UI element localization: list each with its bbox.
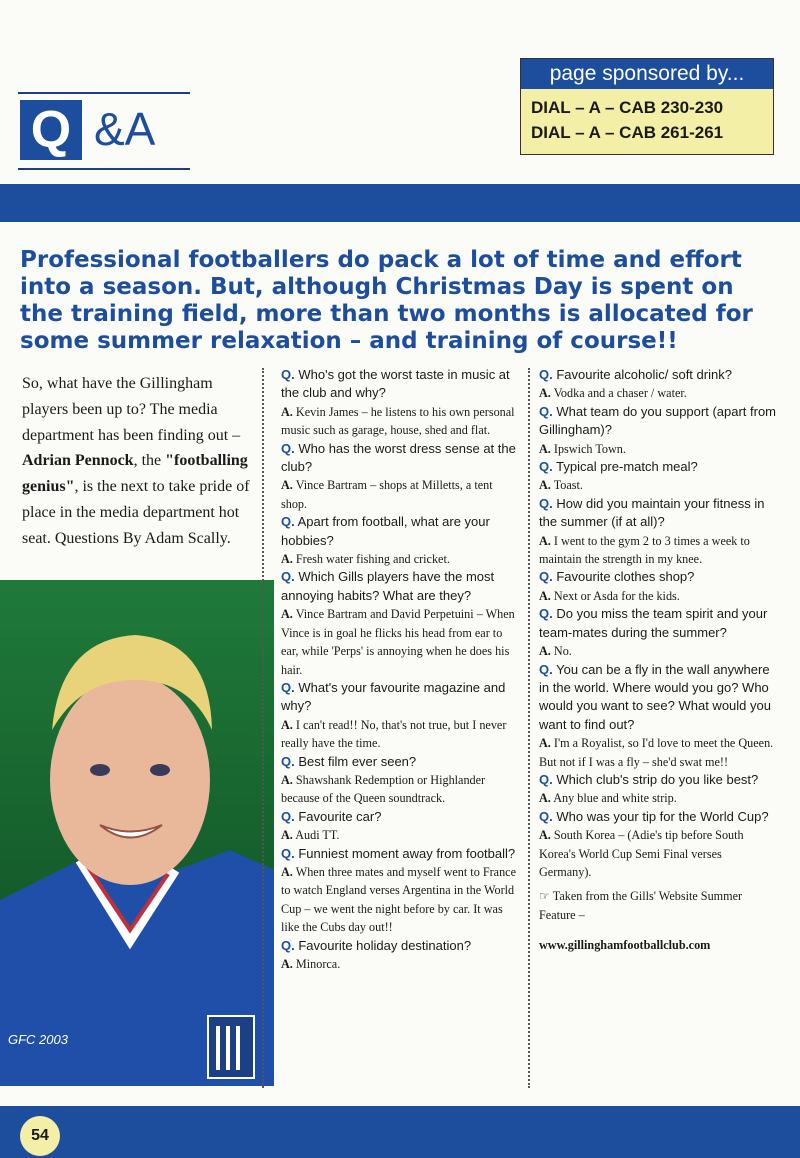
- question-label: Q.: [281, 937, 295, 953]
- question-text: Who's got the worst taste in music at the club and why?: [281, 367, 510, 401]
- question-text: Who has the worst dress sense at the club?: [281, 440, 516, 475]
- question: [539, 605, 777, 642]
- question: [281, 366, 517, 403]
- answer: [281, 716, 517, 753]
- answer: [539, 587, 777, 605]
- source-note: [539, 887, 777, 924]
- question: [281, 513, 517, 550]
- question: [281, 937, 517, 955]
- answer-text: South Korea – (Adie's tip before South Korea's World Cup Semi Final verses Germany).: [539, 828, 744, 879]
- qa-logo-q: Q: [20, 100, 82, 160]
- column-divider: [528, 368, 530, 1088]
- answer: [539, 734, 777, 771]
- answer: [281, 826, 517, 844]
- question: [539, 568, 777, 586]
- question-label: Q.: [539, 771, 553, 787]
- answer-text: Toast.: [553, 478, 583, 493]
- answer: [281, 476, 517, 513]
- qa-column-1: [281, 366, 517, 973]
- question-label: Q.: [539, 808, 553, 824]
- question-text: Funniest moment away from football?: [298, 845, 516, 861]
- question-text: You can be a fly in the wall anywhere in the world. Where would you go? Who would you want to see? What would you want to find out?: [539, 661, 771, 732]
- question-text: Favourite alcoholic/ soft drink?: [556, 367, 732, 382]
- answer: [539, 789, 777, 807]
- question: [281, 845, 517, 863]
- intro-text: , is the next to take pride of place in the media department hot seat. Questions By Adam Scally.: [22, 478, 250, 547]
- intro-paragraph: [22, 371, 258, 552]
- question-text: Best film ever seen?: [298, 753, 417, 769]
- source-note-text: Taken from the Gills' Website Summer Feature –: [539, 889, 743, 922]
- answer-text: Minorca.: [295, 957, 341, 971]
- question-label: Q.: [281, 753, 295, 769]
- answer-text: Vodka and a chaser / water.: [553, 386, 687, 401]
- question-label: Q.: [281, 367, 295, 382]
- question-label: Q.: [539, 459, 553, 475]
- question-label: Q.: [281, 514, 295, 530]
- answer-label: A.: [539, 588, 551, 603]
- question-label: Q.: [281, 679, 295, 695]
- photo-caption: GFC 2003: [8, 1032, 68, 1047]
- question-text: What's your favourite magazine and why?: [281, 679, 506, 714]
- answer: [539, 826, 777, 881]
- answer-text: I went to the gym 2 to 3 times a week to maintain the strength in my knee.: [539, 533, 750, 567]
- answer-label: A.: [539, 828, 551, 843]
- question-label: Q.: [539, 606, 553, 622]
- question: [281, 679, 517, 716]
- question-label: Q.: [281, 845, 295, 861]
- question-text: Which club's strip do you like best?: [556, 771, 759, 787]
- answer-label: A.: [281, 552, 293, 567]
- answer-label: A.: [539, 736, 551, 751]
- sponsor-line: DIAL – A – CAB 230-230: [531, 98, 724, 117]
- answer-label: A.: [281, 864, 293, 879]
- sponsor-box: [520, 58, 774, 155]
- answer: [281, 550, 517, 568]
- question: [539, 458, 777, 476]
- answer: [281, 403, 517, 440]
- sponsor-line: DIAL – A – CAB 261-261: [531, 123, 724, 142]
- answer-label: A.: [539, 791, 551, 806]
- answer-text: I can't read!! No, that's not true, but I never really have the time.: [281, 717, 507, 751]
- player-photo: [0, 580, 274, 1086]
- question: [539, 366, 777, 384]
- answer-label: A.: [281, 957, 293, 971]
- answer: [281, 771, 517, 808]
- answer: [281, 863, 517, 937]
- question-text: What team do you support (apart from Gillingham)?: [539, 403, 777, 438]
- question-label: Q.: [539, 367, 553, 382]
- question: [281, 568, 517, 605]
- question-text: Favourite car?: [298, 808, 382, 824]
- page-number: 54: [20, 1116, 60, 1156]
- column-divider: [262, 368, 264, 1088]
- question-text: Apart from football, what are your hobbies?: [281, 514, 490, 548]
- answer-label: A.: [539, 441, 551, 456]
- question-text: Favourite clothes shop?: [556, 569, 695, 585]
- answer: [539, 384, 777, 402]
- top-blue-band: [0, 184, 800, 222]
- question-label: Q.: [539, 495, 553, 511]
- question-text: Typical pre-match meal?: [556, 459, 698, 475]
- question-label: Q.: [539, 403, 553, 419]
- answer-label: A.: [539, 386, 551, 401]
- answer-label: A.: [281, 828, 293, 843]
- answer: [539, 642, 777, 660]
- question-label: Q.: [539, 661, 553, 677]
- answer-label: A.: [281, 478, 293, 493]
- answer-text: Vince Bartram and David Perpetuini – When Vince is in goal he flicks his head from ear to ear, while 'Perps' is annoying when he does his hair.: [281, 607, 515, 677]
- question: [539, 808, 777, 826]
- player-portrait-image: [0, 580, 274, 1086]
- answer-text: Vince Bartram – shops at Milletts, a tent shop.: [281, 478, 493, 511]
- answer-text: Shawshank Redemption or Highlander because of the Queen soundtrack.: [281, 772, 486, 806]
- answer-label: A.: [539, 533, 551, 548]
- answer-text: When three mates and myself went to France to watch England verses Argentina in the World Cup – we went the night before by car. It was like the Cubs day out!!: [281, 864, 516, 935]
- answer-text: Audi TT.: [295, 828, 340, 843]
- intro-text: So, what have the Gillingham players been up to? The media department has been finding out –: [22, 375, 241, 444]
- question-label: Q.: [281, 440, 295, 456]
- answer-label: A.: [281, 772, 293, 787]
- question: [281, 808, 517, 826]
- answer: [539, 440, 777, 458]
- answer-label: A.: [539, 644, 551, 659]
- question-label: Q.: [539, 569, 553, 585]
- question-label: Q.: [281, 569, 295, 585]
- answer-text: Any blue and white strip.: [553, 791, 677, 806]
- question-text: Which Gills players have the most annoying habits? What are they?: [281, 569, 495, 603]
- answer-text: No.: [553, 644, 572, 659]
- question-text: Who was your tip for the World Cup?: [556, 808, 769, 824]
- player-name: Adrian Pennock: [22, 452, 134, 470]
- question: [539, 495, 777, 532]
- answer: [281, 955, 517, 973]
- question: [281, 753, 517, 771]
- answer-label: A.: [539, 478, 551, 493]
- question: [539, 771, 777, 789]
- pointing-hand-icon: ☞: [539, 889, 550, 904]
- answer-label: A.: [281, 717, 293, 732]
- question: [539, 403, 777, 440]
- question-label: Q.: [281, 808, 295, 824]
- answer-text: I'm a Royalist, so I'd love to meet the Queen. But not if I was a fly – she'd swat me!!: [539, 736, 774, 769]
- answer-label: A.: [281, 607, 293, 622]
- answer: [281, 605, 517, 679]
- question: [281, 440, 517, 477]
- answer: [539, 476, 777, 494]
- question-text: Favourite holiday destination?: [298, 937, 472, 953]
- answer-text: Kevin James – he listens to his own personal music such as garage, house, shed and flat.: [281, 404, 515, 438]
- qa-logo-amp: &A: [94, 103, 156, 155]
- intro-text: , the: [133, 452, 166, 470]
- website-url[interactable]: www.gillinghamfootballclub.com: [539, 938, 711, 953]
- question-text: How did you maintain your fitness in the summer (if at all)?: [539, 495, 765, 530]
- qa-logo: [18, 92, 190, 170]
- headline: Professional footballers do pack a lot of time and effort into a season. But, although Christmas Day is spent on the training field, more than two months is allocated for some summer relaxation – and training of course!!: [20, 247, 753, 354]
- answer-text: Ipswich Town.: [553, 441, 626, 456]
- question-text: Do you miss the team spirit and your team-mates during the summer?: [539, 606, 768, 640]
- sponsor-header: page sponsored by...: [521, 59, 773, 89]
- question: [539, 661, 777, 735]
- qa-column-2: [539, 366, 777, 955]
- answer-text: Fresh water fishing and cricket.: [295, 552, 450, 567]
- player-nickname: "footballing genius": [22, 452, 248, 496]
- answer-text: Next or Asda for the kids.: [553, 588, 680, 603]
- answer-label: A.: [281, 404, 293, 419]
- bottom-blue-band: [0, 1106, 800, 1158]
- answer: [539, 532, 777, 569]
